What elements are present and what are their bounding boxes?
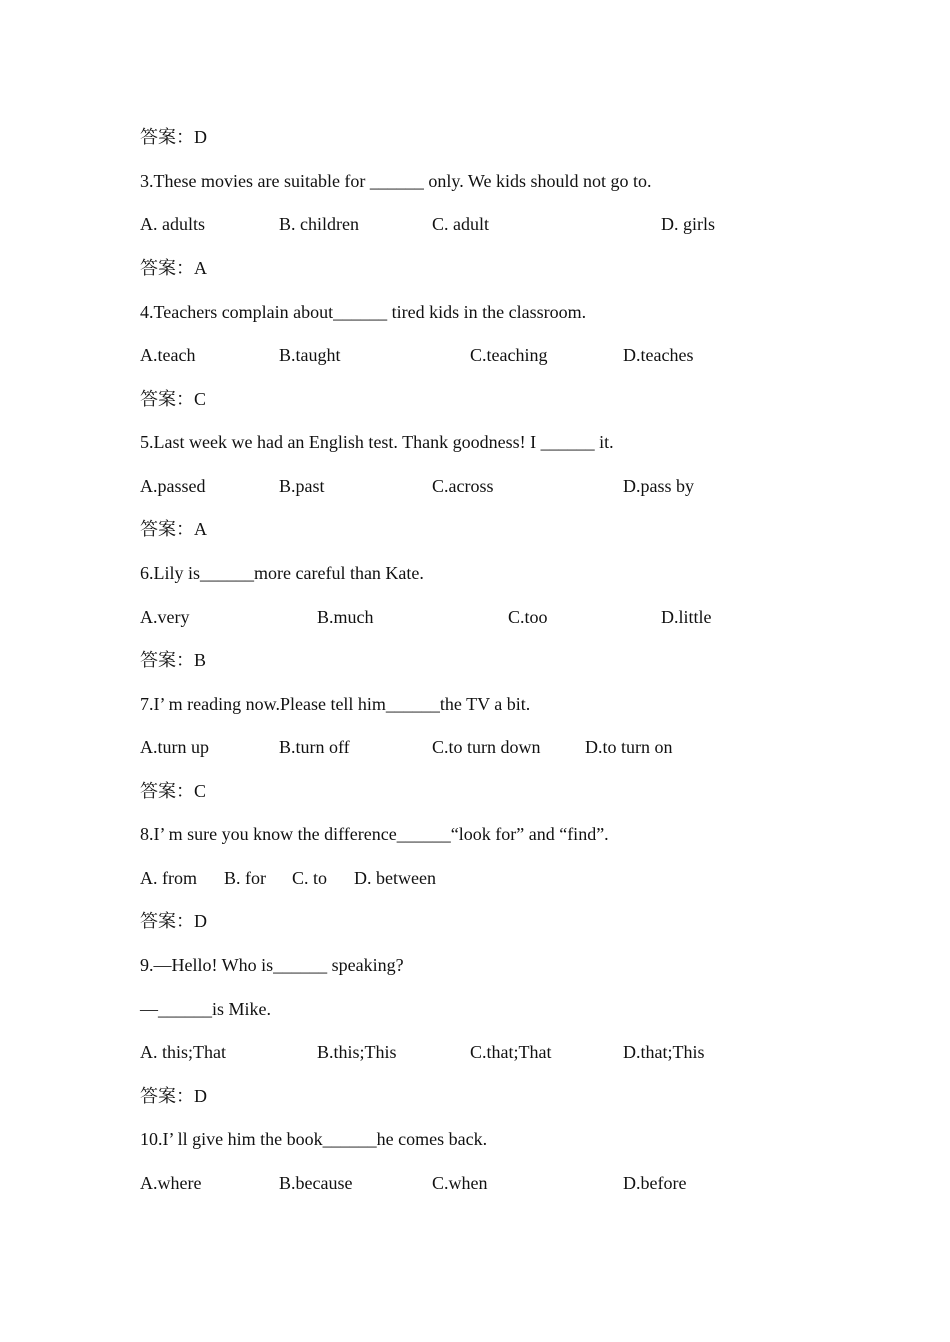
- option-c: C. adult: [432, 214, 489, 234]
- question-stem: 9.—Hello! Who is______ speaking?: [140, 955, 404, 975]
- option-c: C. to: [292, 868, 328, 888]
- option-b: B.past: [279, 476, 325, 496]
- answer-prefix: 答案：: [140, 1086, 194, 1106]
- answer-value: D: [194, 127, 207, 147]
- question-stem: 5.Last week we had an English test. Thank goodness! I ______ it.: [140, 432, 614, 452]
- answer-prefix: 答案：: [140, 127, 194, 147]
- option-b: B.much: [317, 607, 374, 627]
- option-c: C.too: [508, 607, 548, 627]
- option-d: D.that;This: [623, 1042, 705, 1062]
- answer-line: [140, 126, 207, 148]
- option-b: B.because: [279, 1173, 353, 1193]
- answer-prefix: 答案：: [140, 389, 194, 409]
- option-c: C.that;That: [470, 1042, 552, 1062]
- option-c: C.to turn down: [432, 737, 541, 757]
- answer-value: C: [194, 781, 207, 801]
- answer-value: D: [194, 1086, 207, 1106]
- option-d: D.before: [623, 1173, 687, 1193]
- option-a: A.where: [140, 1173, 202, 1193]
- answer-prefix: 答案：: [140, 911, 194, 931]
- answer-value: C: [194, 389, 207, 409]
- option-c: C.across: [432, 476, 494, 496]
- answer-line: [140, 257, 207, 279]
- answer-prefix: 答案：: [140, 258, 194, 278]
- answer-value: A: [194, 519, 207, 539]
- option-a: A. this;That: [140, 1042, 226, 1062]
- option-d: D. between: [354, 868, 436, 888]
- answer-line: [140, 649, 206, 671]
- answer-prefix: 答案：: [140, 781, 194, 801]
- question-stem-reply: —______is Mike.: [140, 999, 272, 1019]
- option-a: A.very: [140, 607, 190, 627]
- option-a: A. adults: [140, 214, 205, 234]
- option-b: B.turn off: [279, 737, 350, 757]
- answer-line: [140, 388, 206, 410]
- answer-value: D: [194, 911, 207, 931]
- option-b: B.taught: [279, 345, 341, 365]
- option-b: B. children: [279, 214, 359, 234]
- option-a: A.teach: [140, 345, 196, 365]
- answer-prefix: 答案：: [140, 519, 194, 539]
- question-stem: 10.I’ ll give him the book______he comes back.: [140, 1129, 488, 1149]
- option-d: D. girls: [661, 214, 715, 234]
- option-d: D.pass by: [623, 476, 694, 496]
- answer-line: [140, 910, 207, 932]
- option-b: B.this;This: [317, 1042, 397, 1062]
- question-stem: 4.Teachers complain about______ tired kids in the classroom.: [140, 302, 587, 322]
- option-c: C.teaching: [470, 345, 548, 365]
- question-stem: 7.I’ m reading now.Please tell him______the TV a bit.: [140, 694, 531, 714]
- answer-line: [140, 1085, 207, 1107]
- option-d: D.to turn on: [585, 737, 673, 757]
- option-a: A.turn up: [140, 737, 209, 757]
- option-a: A.passed: [140, 476, 206, 496]
- answer-prefix: 答案：: [140, 650, 194, 670]
- answer-line: [140, 780, 206, 802]
- option-b: B. for: [224, 868, 266, 888]
- option-a: A. from: [140, 868, 197, 888]
- option-d: D.little: [661, 607, 712, 627]
- question-stem: 8.I’ m sure you know the difference______“look for” and “find”.: [140, 824, 609, 844]
- answer-value: A: [194, 258, 207, 278]
- option-c: C.when: [432, 1173, 488, 1193]
- question-stem: 3.These movies are suitable for ______ only. We kids should not go to.: [140, 171, 652, 191]
- question-stem: 6.Lily is______more careful than Kate.: [140, 563, 424, 583]
- option-d: D.teaches: [623, 345, 694, 365]
- answer-line: [140, 518, 207, 540]
- answer-value: B: [194, 650, 207, 670]
